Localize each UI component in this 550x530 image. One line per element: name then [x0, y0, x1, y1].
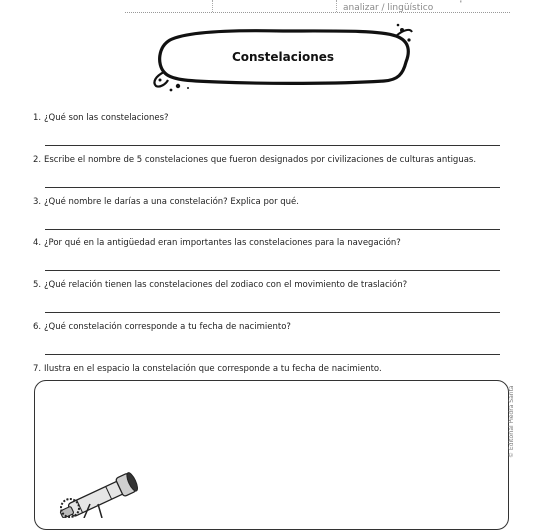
question-text: ¿Qué son las constelaciones? [44, 113, 169, 123]
title-banner [148, 22, 418, 94]
question-number: 5. [33, 280, 42, 290]
question-number: 2. [33, 155, 42, 165]
answer-line-6[interactable] [45, 354, 500, 355]
question-1 [33, 113, 169, 123]
telescope-icon [50, 468, 150, 518]
answer-line-2[interactable] [45, 187, 500, 188]
answer-line-3[interactable] [45, 229, 500, 230]
question-4 [33, 238, 401, 248]
question-number: 6. [33, 322, 42, 332]
skill-label: analizar / lingüístico [343, 3, 434, 13]
question-2 [33, 155, 476, 165]
question-3 [33, 197, 299, 207]
question-text: Ilustra en el espacio la constelación que corresponde a tu fecha de nacimiento. [44, 364, 382, 374]
question-7 [33, 364, 382, 374]
header-partial-text: ' [460, 0, 462, 9]
question-5 [33, 280, 407, 290]
answer-line-1[interactable] [45, 145, 500, 146]
header-separator [336, 0, 337, 12]
header-divider [125, 12, 510, 13]
question-text: ¿Qué constelación corresponde a tu fecha de nacimiento? [44, 322, 291, 332]
header-separator [212, 0, 213, 12]
question-text: Escribe el nombre de 5 constelaciones que fueron designados por civilizaciones de culturas antiguas. [44, 155, 477, 165]
question-number: 7. [33, 364, 42, 374]
question-6 [33, 322, 291, 332]
question-number: 1. [33, 113, 42, 123]
question-text: ¿Qué relación tienen las constelaciones del zodiaco con el movimiento de traslación? [44, 280, 408, 290]
question-text: ¿Por qué en la antigüedad eran importantes las constelaciones para la navegación? [44, 238, 401, 248]
page-title: Constelaciones [231, 50, 335, 64]
answer-line-5[interactable] [45, 312, 500, 313]
question-number: 3. [33, 197, 42, 207]
answer-line-4[interactable] [45, 270, 500, 271]
question-text: ¿Qué nombre le darías a una constelación? Explica por qué. [44, 197, 299, 207]
question-number: 4. [33, 238, 42, 248]
copyright-text: © Editorial Piedra Santa [508, 385, 515, 458]
